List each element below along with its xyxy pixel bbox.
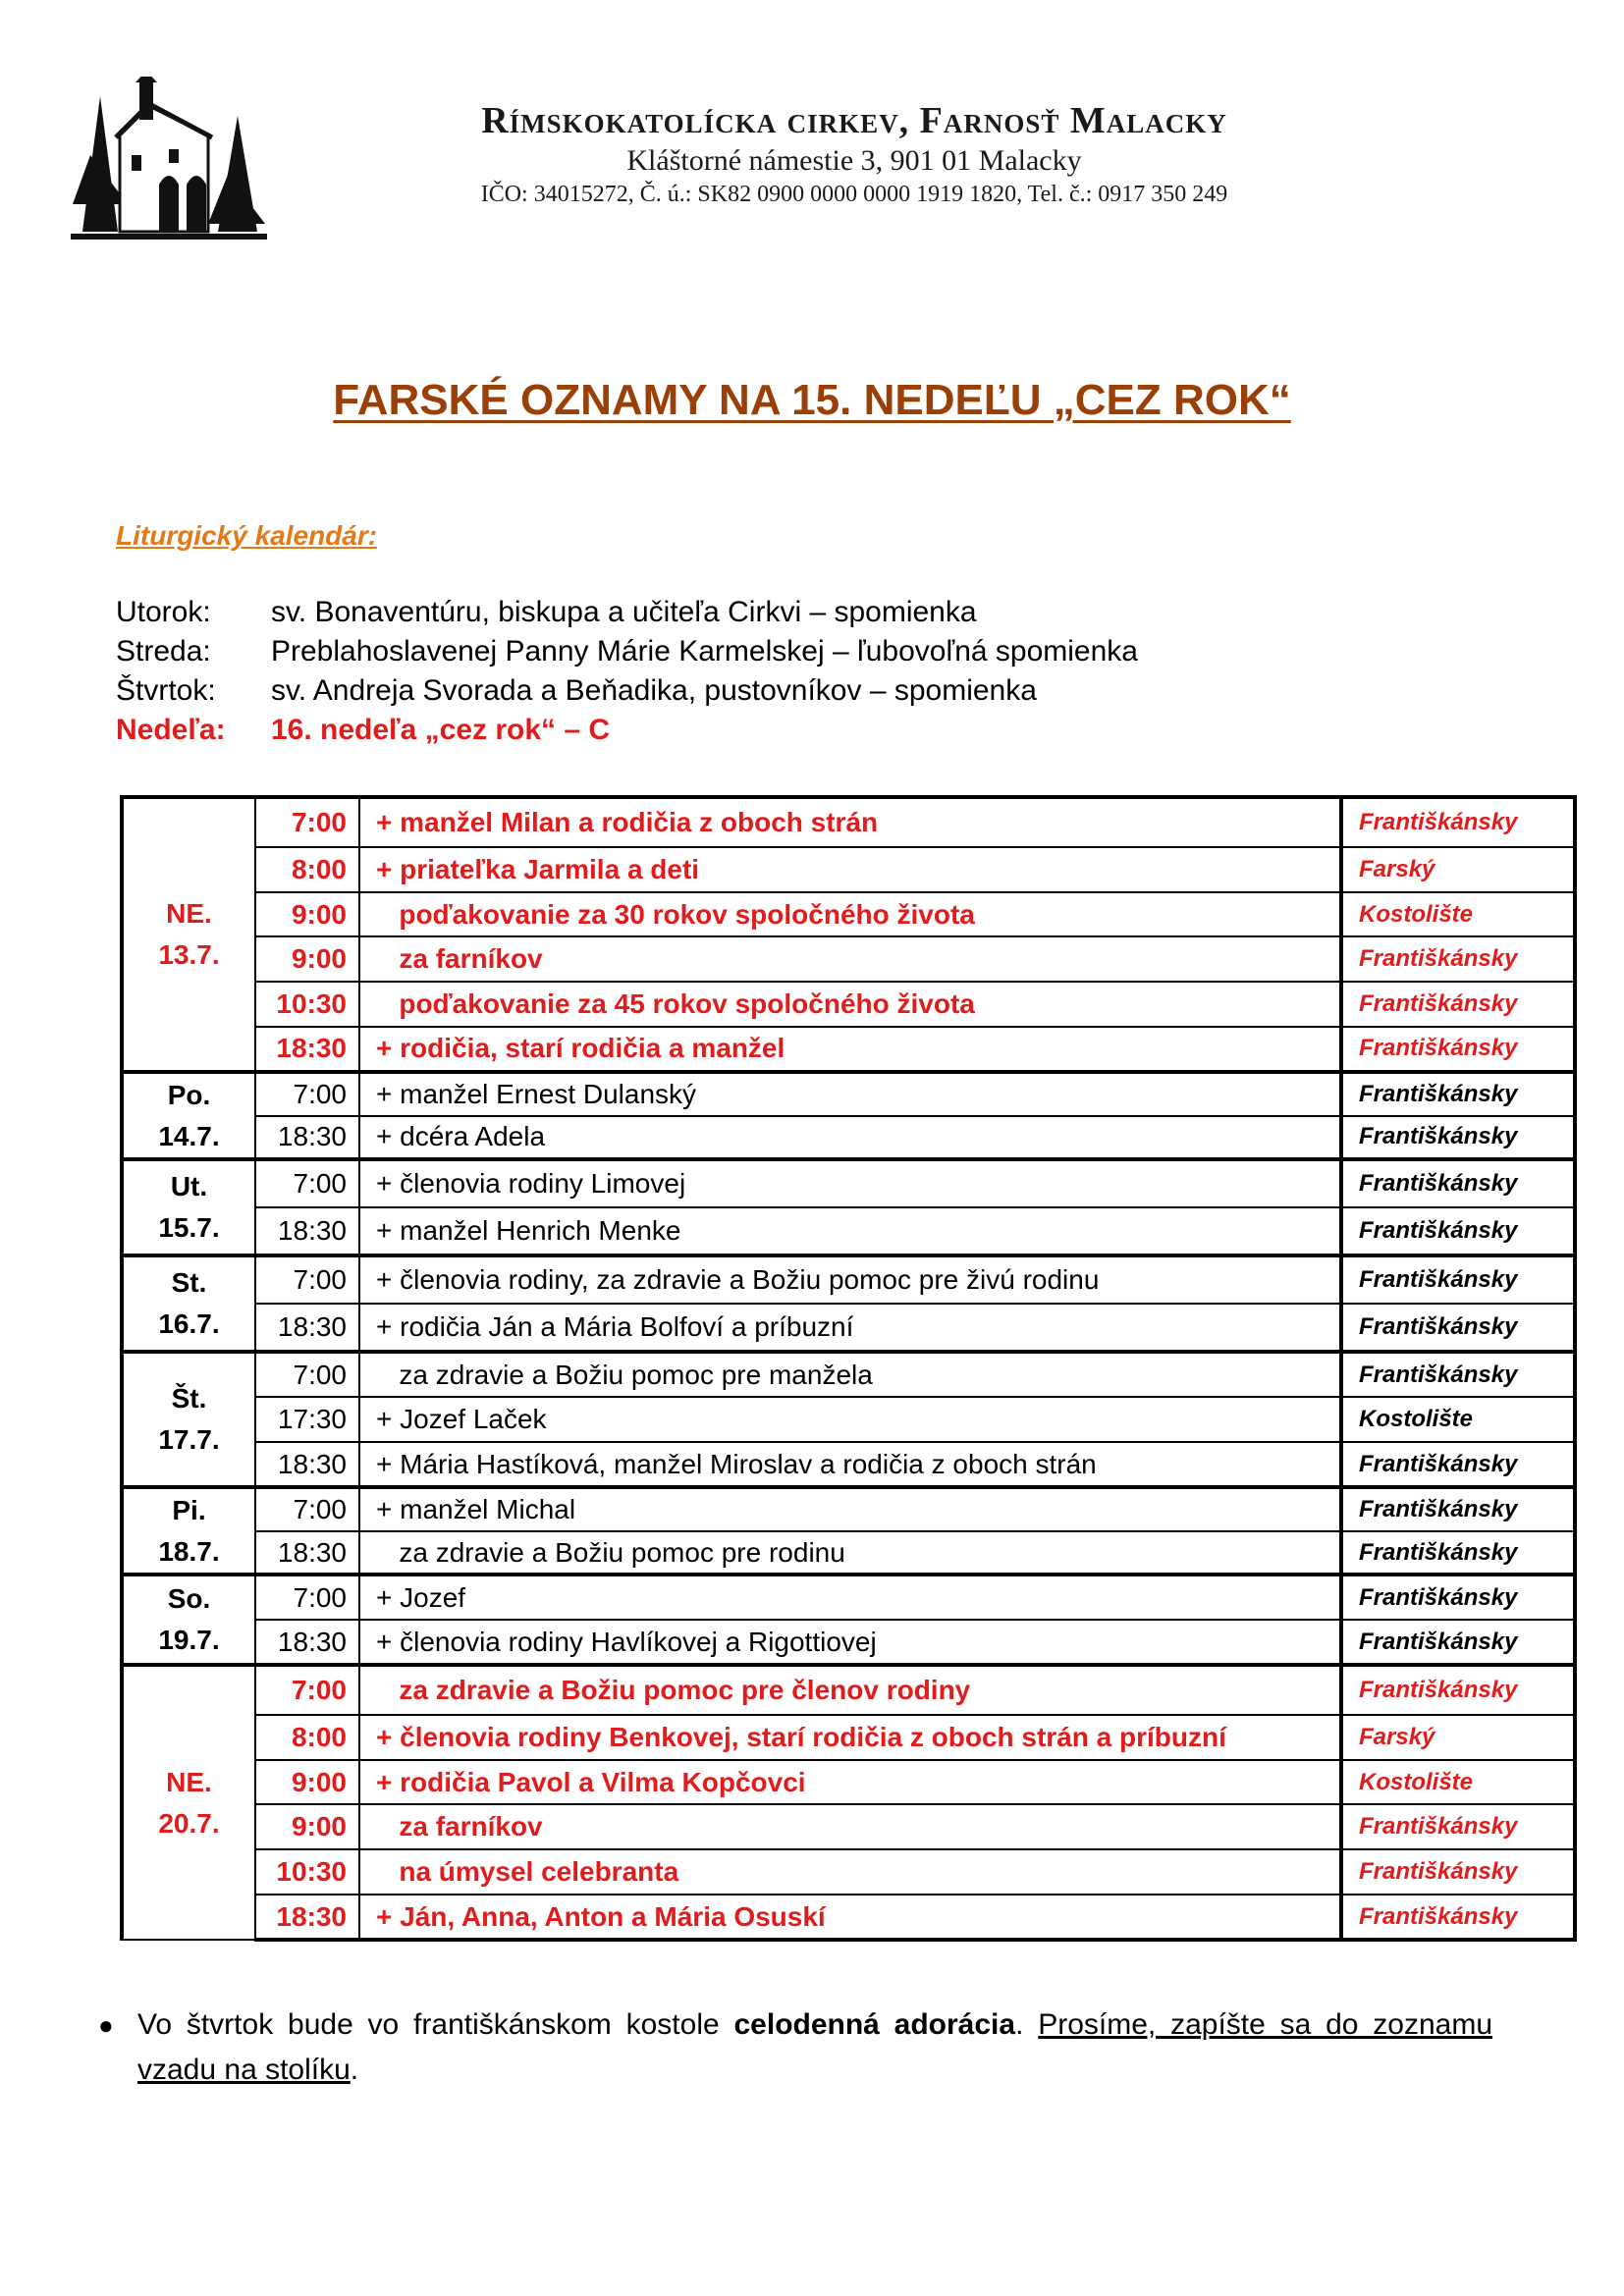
mass-intention: + Jozef Laček [359,1397,1341,1442]
day-cell: Ut. 15.7. [122,1159,255,1255]
calendar-entry [116,671,1138,711]
calendar-text: 16. nedeľa „cez rok“ – C [271,714,611,746]
table-row [122,1352,1575,1398]
table-row [122,1804,1575,1849]
table-row [122,1665,1575,1715]
church-location: Farský [1341,1715,1575,1760]
liturgical-calendar-heading: Liturgický kalendár: [116,520,378,551]
table-row [122,1207,1575,1255]
mass-time: 7:00 [255,1072,359,1116]
calendar-entry-sunday [116,711,1138,750]
mass-time: 9:00 [255,1804,359,1849]
church-location: Františkánsky [1341,1304,1575,1352]
mass-intention: + manžel Milan a rodičia z oboch strán [359,797,1341,847]
church-location: Františkánsky [1341,1159,1575,1207]
table-row [122,1895,1575,1940]
table-row [122,847,1575,892]
mass-intention: za zdravie a Božiu pomoc pre rodinu [359,1531,1341,1575]
church-location: Františkánsky [1341,1352,1575,1398]
table-row [122,1442,1575,1487]
church-location: Františkánsky [1341,982,1575,1027]
parish-address: Kláštorné námestie 3, 901 01 Malacky [626,144,1082,177]
table-row [122,1575,1575,1620]
mass-time: 18:30 [255,1442,359,1487]
mass-intention: na úmysel celebranta [359,1849,1341,1895]
church-location: Františkánsky [1341,1072,1575,1116]
day-cell: Po. 14.7. [122,1072,255,1160]
parish-identifiers: IČO: 34015272, Č. ú.: SK82 0900 0000 0000 1919 1820, Tel. č.: 0917 350 249 [480,182,1228,207]
mass-time: 9:00 [255,892,359,937]
church-location: Kostolište [1341,1397,1575,1442]
mass-intention: za zdravie a Božiu pomoc pre členov rodiny [359,1665,1341,1715]
mass-time: 7:00 [255,1575,359,1620]
church-location: Farský [1341,847,1575,892]
calendar-entry [116,632,1138,671]
mass-schedule-table [120,795,1577,1942]
table-row [122,1159,1575,1207]
mass-time: 18:30 [255,1620,359,1665]
table-row [122,797,1575,847]
mass-time: 7:00 [255,1255,359,1304]
mass-intention: + členovia rodiny Havlíkovej a Rigottiovej [359,1620,1341,1665]
mass-time: 18:30 [255,1531,359,1575]
mass-time: 7:00 [255,797,359,847]
mass-time: 9:00 [255,1760,359,1805]
mass-intention: + Mária Hastíková, manžel Miroslav a rodičia z oboch strán [359,1442,1341,1487]
mass-intention: + manžel Ernest Dulanský [359,1072,1341,1116]
church-location: Františkánsky [1341,797,1575,847]
church-location: Františkánsky [1341,1531,1575,1575]
mass-time: 10:30 [255,982,359,1027]
calendar-text: Preblahoslavenej Panny Márie Karmelskej – ľubovoľná spomienka [271,635,1138,667]
calendar-day: Streda: [116,635,211,667]
mass-time: 7:00 [255,1159,359,1207]
mass-intention: + rodičia Ján a Mária Bolfoví a príbuzní [359,1304,1341,1352]
table-row [122,1620,1575,1665]
table-row [122,1255,1575,1304]
mass-time: 18:30 [255,1027,359,1072]
church-location: Kostolište [1341,1760,1575,1805]
parish-header [334,98,1375,210]
church-location: Františkánsky [1341,1255,1575,1304]
church-location: Františkánsky [1341,1116,1575,1160]
mass-time: 8:00 [255,847,359,892]
mass-time: 8:00 [255,1715,359,1760]
mass-intention: poďakovanie za 45 rokov spoločného života [359,982,1341,1027]
table-row [122,1531,1575,1575]
mass-time: 18:30 [255,1207,359,1255]
day-cell: Pi. 18.7. [122,1487,255,1575]
table-row [122,1397,1575,1442]
mass-intention: za farníkov [359,1804,1341,1849]
table-row [122,1715,1575,1760]
mass-intention: + Ján, Anna, Anton a Mária Osuskí [359,1895,1341,1940]
mass-time: 18:30 [255,1895,359,1940]
mass-intention: + členovia rodiny Benkovej, starí rodičia z oboch strán a príbuzní [359,1715,1341,1760]
day-cell: Št. 17.7. [122,1352,255,1487]
mass-intention: + dcéra Adela [359,1116,1341,1160]
church-location: Františkánsky [1341,936,1575,982]
church-location: Františkánsky [1341,1620,1575,1665]
day-cell: So. 19.7. [122,1575,255,1665]
adoration-notice [98,2002,1492,2093]
church-location: Františkánsky [1341,1804,1575,1849]
mass-time: 10:30 [255,1849,359,1895]
church-logo-image [71,77,267,241]
mass-intention: + členovia rodiny, za zdravie a Božiu pomoc pre živú rodinu [359,1255,1341,1304]
day-cell: St. 16.7. [122,1255,255,1352]
church-location: Františkánsky [1341,1575,1575,1620]
calendar-day: Nedeľa: [116,714,226,746]
mass-intention: poďakovanie za 30 rokov spoločného života [359,892,1341,937]
mass-time: 9:00 [255,936,359,982]
mass-intention: za zdravie a Božiu pomoc pre manžela [359,1352,1341,1398]
church-location: Františkánsky [1341,1849,1575,1895]
table-row [122,1849,1575,1895]
notice-text: Vo štvrtok bude vo františkánskom kostole celodenná adorácia. Prosíme, zapíšte sa do zoznamu vzadu na stolíku. [137,2008,1493,2086]
table-row [122,982,1575,1027]
church-location: Františkánsky [1341,1665,1575,1715]
calendar-text: sv. Andreja Svorada a Beňadika, pustovníkov – spomienka [271,674,1037,707]
day-cell: NE. 13.7. [122,797,255,1072]
table-row [122,1760,1575,1805]
church-location: Františkánsky [1341,1442,1575,1487]
church-location: Františkánsky [1341,1207,1575,1255]
table-row [122,1487,1575,1531]
mass-intention: + rodičia Pavol a Vilma Kopčovci [359,1760,1341,1805]
table-row [122,892,1575,937]
table-row [122,1027,1575,1072]
mass-time: 7:00 [255,1665,359,1715]
mass-intention: + manžel Michal [359,1487,1341,1531]
calendar-text: sv. Bonaventúru, biskupa a učiteľa Cirkvi – spomienka [271,596,977,628]
announcements-title: FARSKÉ OZNAMY NA 15. NEDEĽU „CEZ ROK“ [333,376,1291,424]
bullet-icon: ● [98,2010,114,2040]
table-row [122,1072,1575,1116]
calendar-entry [116,593,1138,632]
church-location: Kostolište [1341,892,1575,937]
mass-intention: + Jozef [359,1575,1341,1620]
mass-intention: + priateľka Jarmila a deti [359,847,1341,892]
mass-intention: za farníkov [359,936,1341,982]
organization-name: Rímskokatolícka cirkev, Farnosť Malacky [481,100,1227,141]
church-location: Františkánsky [1341,1895,1575,1940]
mass-time: 18:30 [255,1304,359,1352]
table-row [122,1304,1575,1352]
mass-time: 18:30 [255,1116,359,1160]
day-cell: NE. 20.7. [122,1665,255,1940]
mass-time: 17:30 [255,1397,359,1442]
church-location: Františkánsky [1341,1027,1575,1072]
liturgical-calendar [116,593,1138,750]
mass-intention: + manžel Henrich Menke [359,1207,1341,1255]
mass-time: 7:00 [255,1352,359,1398]
calendar-day: Utorok: [116,596,211,628]
mass-intention: + rodičia, starí rodičia a manžel [359,1027,1341,1072]
calendar-day: Štvrtok: [116,674,216,707]
church-location: Františkánsky [1341,1487,1575,1531]
table-row [122,936,1575,982]
table-row [122,1116,1575,1160]
mass-time: 7:00 [255,1487,359,1531]
mass-intention: + členovia rodiny Limovej [359,1159,1341,1207]
